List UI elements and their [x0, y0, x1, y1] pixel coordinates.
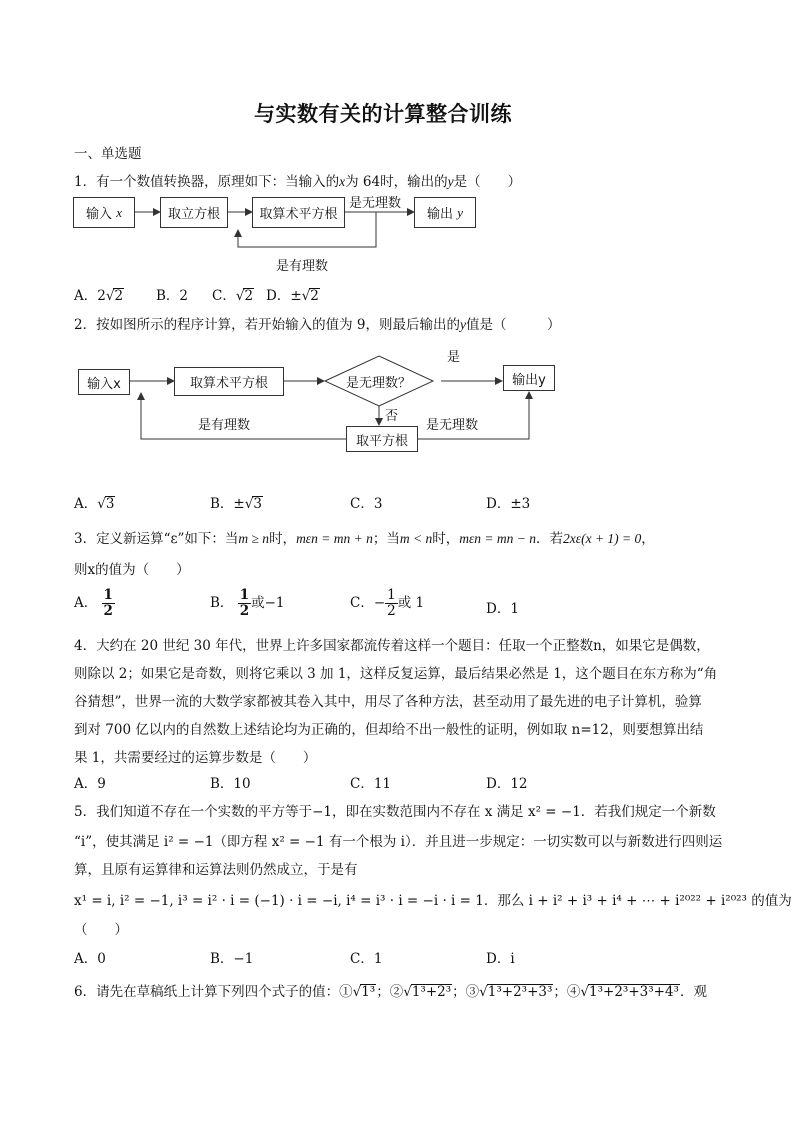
q1-irrational-label: 是无理数 [349, 196, 402, 211]
q2-option-b-radicand: 3 [253, 496, 262, 512]
q5-line-1: 5．我们知道不存在一个实数的平方等于−1，即在实数范围内不存在 x 满足 x² = −1．若我们规定一个新数 [74, 804, 716, 820]
q3-expr2: mεn = mn − n [459, 531, 537, 546]
q3-option-d: D．1 [486, 601, 519, 617]
q2-option-a-label: A． [74, 496, 98, 512]
q2-yes-label: 是 [447, 350, 461, 365]
q1-input-box [73, 197, 135, 228]
q3-text-c: ；当 [372, 531, 400, 547]
q5-option-b: B．−1 [210, 951, 254, 967]
q2-option-b-label: B．± [210, 496, 245, 512]
q2-option-a: A．√3 [74, 496, 115, 512]
q2-option-b: B．±√3 [210, 496, 262, 512]
q3-option-b-label: B． [210, 594, 234, 611]
q2-option-d: D．±3 [486, 496, 531, 512]
q1-stem-c: 是（ ） [453, 174, 522, 190]
q3-option-c-fraction [385, 588, 398, 619]
q6-text-b: ；② [376, 984, 404, 1000]
q3-text-d: 时， [432, 531, 460, 547]
q3-option-c-label: C．− [350, 594, 386, 611]
q3-option-b-tail: 或−1 [251, 594, 285, 611]
q6-root-3: 1³+2³+3³ [487, 984, 553, 1000]
q6-text-a: 6．请先在草稿纸上计算下列四个式子的值：① [74, 984, 353, 1000]
q6-stem: 6．请先在草稿纸上计算下列四个式子的值：①√1³；②√1³+2³；③√1³+2³+3³；④√1³+2³+3³+4³．观 [74, 984, 707, 1000]
q1-stem-b: 为 64时，输出的 [345, 174, 448, 190]
q3-option-b-fraction [238, 588, 251, 619]
q5-line-2: “i”，使其满足 i² = −1（即方程 x² = −1 有一个根为 i）．并且进一步规定：一切实数可以与新数进行四则运 [74, 834, 723, 850]
q2-rational-label: 是有理数 [198, 418, 251, 433]
q3-option-b-den: 2 [239, 602, 250, 619]
q1-option-d: D．±√2 [266, 288, 319, 304]
q3-cond-ge: m ≥ n [238, 531, 270, 546]
q2-square-root-box: 取平方根 [346, 426, 418, 452]
q5-line-3: 算，且原有运算律和运算法则仍然成立，于是有 [74, 862, 358, 878]
q2-decision-label: 是无理数？ [346, 376, 412, 391]
q2-irrational-label: 是无理数 [426, 418, 479, 433]
q3-text-f: ， [641, 531, 655, 547]
q5-line-4: x¹ = i, i² = −1, i³ = i² · i = (−1) · i = −i, i⁴ = i³ · i = −i · i = 1．那么 i + i² + i³ + i⁴ + ⋯ + i²⁰²² + i²⁰²³ 的值为 [74, 893, 792, 909]
q3-text-b: 时， [269, 531, 297, 547]
q3-option-c-den: 2 [387, 602, 396, 619]
q3-option-a-den: 2 [103, 602, 113, 619]
q1-option-c-radicand: 2 [244, 288, 254, 304]
q3-option-b [210, 588, 285, 619]
q1-cube-root-box: 取立方根 [160, 197, 228, 228]
q5-option-a: A．0 [74, 951, 106, 967]
q4-option-a: A．9 [74, 776, 106, 792]
q2-stem-b: 值是（ ） [465, 317, 561, 333]
q1-rational-label: 是有理数 [276, 259, 329, 274]
q5-option-c: C．1 [350, 951, 383, 967]
q3-cond-lt: m < n [399, 531, 433, 546]
q2-input-box: 输入x [78, 369, 130, 395]
q1-stem-a: 1．有一个数值转换器，原理如下：当输入的 [74, 174, 340, 190]
q5-option-d: D．i [486, 951, 515, 967]
q6-root-4: 1³+2³+3³+4³ [589, 984, 679, 1000]
q5-line-5: （ ） [74, 922, 128, 938]
q3-expr1: mεn = mn + n [296, 531, 373, 546]
q3-text-a: 3．定义新运算“ε”如下：当 [74, 531, 239, 547]
q4-line-5: 果 1，共需要经过的运算步数是（ ） [74, 750, 317, 766]
q2-option-a-radicand: 3 [105, 496, 115, 512]
q4-line-4: 到对 700 亿以内的自然数上述结论均为正确的，但却给不出一般性的证明，例如取 n=12，则要想算出结 [74, 722, 704, 738]
q4-option-b: B．10 [210, 776, 251, 792]
q6-root-1: 1³ [361, 984, 376, 1000]
q1-input-var: x [116, 204, 122, 220]
q1-output-label: 输出 [427, 207, 454, 222]
q6-text-d: ；④ [553, 984, 581, 1000]
q4-option-d: D．12 [486, 776, 528, 792]
q3-line1 [74, 527, 655, 547]
section-heading: 一、单选题 [74, 146, 142, 162]
q2-stem-a: 2．按如图所示的程序计算，若开始输入的值为 9，则最后输出的 [74, 317, 460, 333]
q6-text-c: ；③ [452, 984, 480, 1000]
q1-var-y: y [447, 174, 454, 189]
q3-option-b-num: 1 [239, 587, 250, 603]
q3-option-c [350, 588, 424, 619]
q2-option-c: C．3 [350, 496, 383, 512]
q1-output-box [414, 197, 476, 228]
q1-input-label: 输入 [86, 207, 113, 222]
q3-option-c-tail: 或 1 [397, 594, 425, 611]
q1-var-x: x [339, 174, 346, 189]
q6-root-2: 1³+2³ [411, 984, 452, 1000]
q1-option-d-radicand: 2 [310, 288, 319, 304]
q2-sqrt-box: 取算术平方根 [174, 367, 284, 396]
q2-var-y: y [459, 317, 466, 332]
q4-line-3: 谷猜想”，世界一流的大数学家都被其卷入其中，用尽了各种方法，甚至动用了最先进的电子计算机，验算 [74, 694, 702, 710]
q1-flow-arrows [0, 0, 794, 280]
q1-option-c: C．√2 [212, 288, 254, 304]
q3-equation: 2xε(x + 1) = 0 [563, 531, 642, 546]
q3-option-a [74, 588, 115, 619]
q1-option-a: A．2√2 [74, 288, 124, 304]
q3-text-e: ．若 [536, 531, 564, 547]
q3-line2: 则x的值为（ ） [74, 562, 190, 578]
q3-option-a-label: A． [74, 594, 98, 611]
q6-text-e: ．观 [679, 984, 707, 1000]
q1-option-d-label: D．± [266, 288, 302, 304]
q3-option-a-fraction [102, 588, 115, 619]
q4-option-c: C．11 [350, 776, 392, 792]
q1-option-c-label: C． [212, 288, 236, 304]
q4-line-1: 4．大约在 20 世纪 30 年代，世界上许多国家都流传着这样一个题目：任取一个正整数n，如果它是偶数， [74, 638, 710, 654]
q1-sqrt-box: 取算术平方根 [252, 197, 345, 228]
q1-output-var: y [457, 204, 463, 220]
q3-option-c-num: 1 [387, 587, 396, 603]
q1-option-b: B．2 [156, 288, 189, 304]
q1-option-a-radicand: 2 [114, 288, 124, 304]
q2-output-box: 输出y [503, 365, 555, 391]
page-title: 与实数有关的计算整合训练 [254, 101, 512, 126]
q3-option-a-num: 1 [103, 587, 113, 603]
q2-no-label: 否 [385, 409, 399, 424]
q1-option-a-label: A．2 [74, 288, 106, 304]
q4-line-2: 则除以 2；如果它是奇数，则将它乘以 3 加 1，这样反复运算，最后结果必然是 1，这个题目在东方称为“角 [74, 666, 718, 682]
